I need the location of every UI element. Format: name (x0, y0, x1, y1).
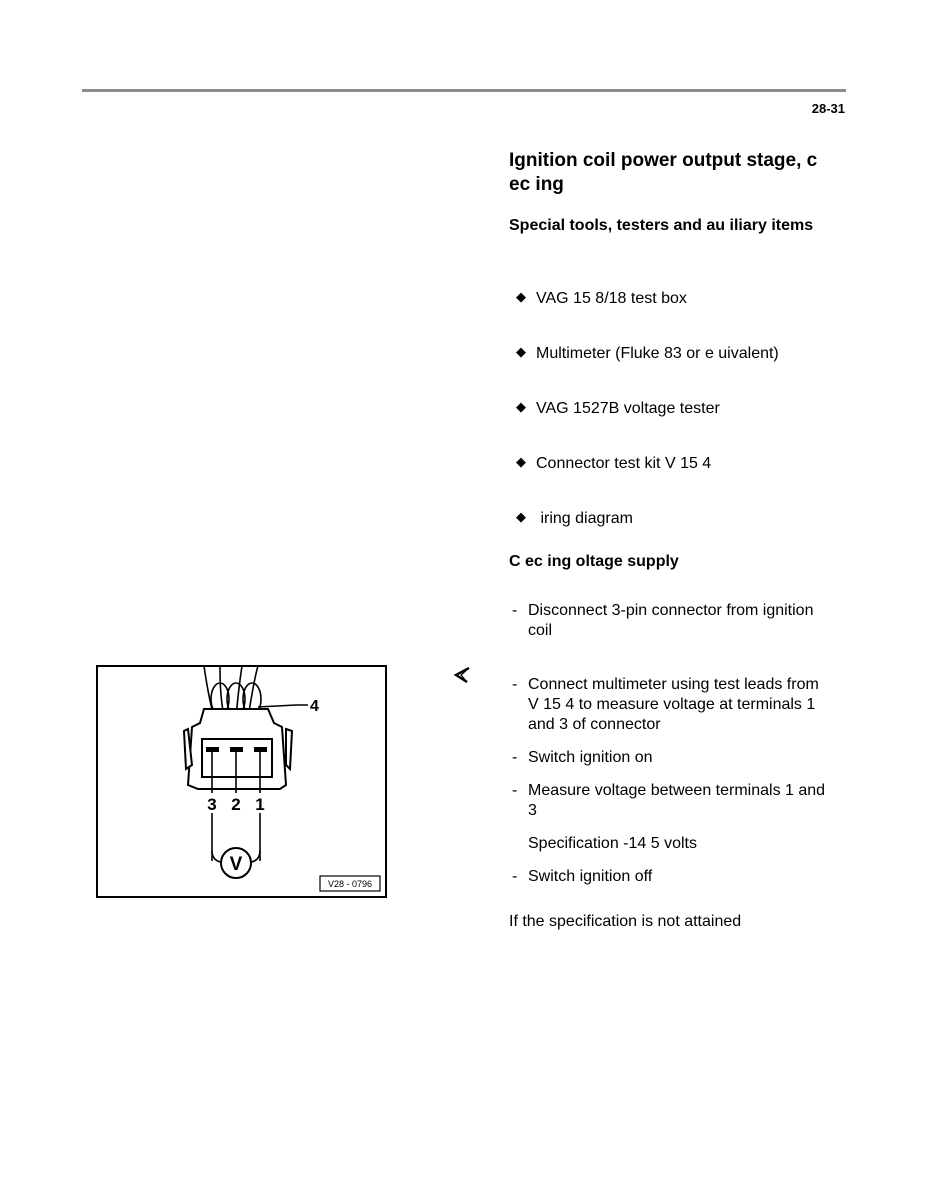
callout-label: 4 (310, 698, 319, 715)
terminal-label: 2 (231, 795, 241, 814)
section-title: Ignition coil power output stage, c ec ing (509, 150, 818, 195)
tool-item: ◆ Multimeter (Fluke 83 or e uivalent) (516, 344, 779, 362)
page-number: 28-31 (811, 101, 845, 116)
connector-pins (206, 747, 267, 752)
header-rule (82, 89, 846, 92)
diamond-bullet-icon: ◆ (516, 509, 526, 524)
step-item: - Disconnect 3-pin connector from ignition coil (512, 602, 814, 639)
specification-text: Specification -14 5 volts (528, 835, 697, 852)
tools-heading: Special tools, testers and au iliary items (509, 217, 814, 234)
step-item: - Switch ignition on (512, 749, 653, 766)
footer-note: If the specification is not attained (509, 913, 742, 930)
tool-item: ◆ iring diagram (516, 509, 633, 527)
step-item: - Switch ignition off (512, 868, 653, 885)
meter-label: V (229, 854, 243, 875)
figure-id: V28 - 0796 (327, 879, 373, 889)
diamond-bullet-icon: ◆ (516, 344, 526, 359)
tool-item: ◆ VAG 1527B voltage tester (516, 399, 720, 417)
check-heading: C ec ing oltage supply (509, 553, 679, 570)
diamond-bullet-icon: ◆ (516, 454, 526, 469)
connector-diagram (96, 665, 387, 898)
figure-pointer-icon (453, 666, 471, 684)
step-item: - Measure voltage between terminals 1 and 3 (512, 782, 826, 819)
terminal-label: 3 (207, 795, 217, 814)
diamond-bullet-icon: ◆ (516, 289, 526, 304)
tool-item: ◆ VAG 15 8/18 test box (516, 289, 687, 307)
diamond-bullet-icon: ◆ (516, 399, 526, 414)
terminal-label: 1 (255, 795, 265, 814)
step-item: - Connect multimeter using test leads from V 15 4 to measure voltage at terminals 1 and 3 of connector (512, 676, 819, 733)
tool-item: ◆ Connector test kit V 15 4 (516, 454, 712, 472)
